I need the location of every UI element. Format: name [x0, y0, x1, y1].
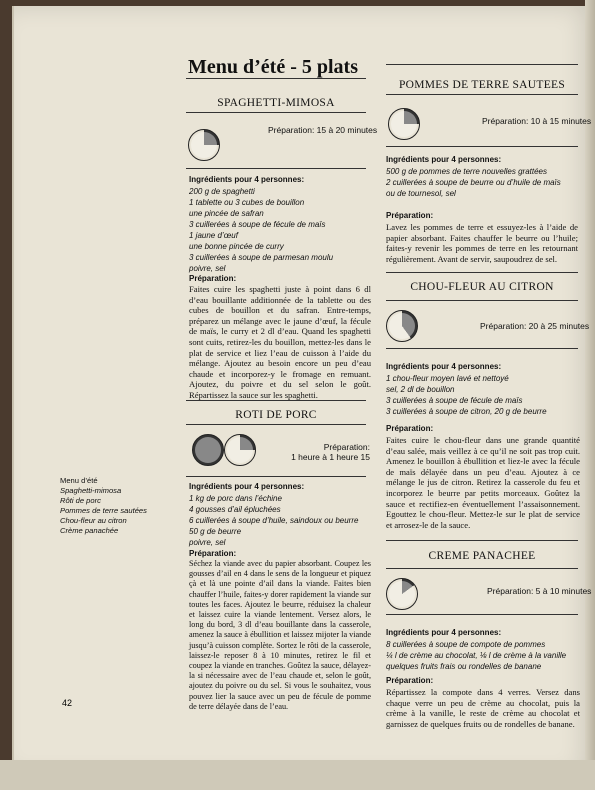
- ingredient: 4 gousses d’ail épluchées: [189, 505, 281, 514]
- page-bottom: [0, 760, 595, 790]
- recipe-rule: [186, 476, 366, 477]
- ingredient: 8 cuillerées à soupe de compote de pommes: [386, 640, 546, 649]
- ingredient: 3 cuillerées à soupe de citron, 20 g de beurre: [386, 407, 547, 416]
- ingredient: 6 cuillerées à soupe d’huile, saindoux ou beurre: [189, 516, 359, 525]
- method-heading: Préparation:: [386, 676, 434, 685]
- recipe-rule: [386, 614, 578, 615]
- ingredient: 3 cuillerées à soupe de parmesan moulu: [189, 253, 334, 262]
- ingredient: ¼ l de crème au chocolat, ⅛ l de crème à la vanille: [386, 651, 567, 660]
- sidebar-item: Rôti de porc: [60, 496, 101, 505]
- method-heading: Préparation:: [189, 549, 237, 558]
- ingredient: ou de tournesol, sel: [386, 189, 456, 198]
- sidebar-item: Chou-fleur au citron: [60, 516, 127, 525]
- recipe-rule: [386, 348, 578, 349]
- recipe-rule: [386, 300, 578, 301]
- ingredient: 3 cuillerées à soupe de fécule de maïs: [189, 220, 326, 229]
- clock-icon: [192, 434, 224, 466]
- ingredients-list: [386, 639, 581, 672]
- ingredient: 200 g de spaghetti: [189, 187, 255, 196]
- method-heading: Préparation:: [386, 424, 434, 433]
- prep-time: Préparation: 15 à 20 minutes: [268, 125, 378, 135]
- clock-icon: [386, 578, 418, 610]
- ingredient: 50 g de beurre: [189, 527, 242, 536]
- ingredient: 1 jaune d’œuf: [189, 231, 238, 240]
- ingredients-list: [386, 166, 581, 199]
- ingredient: 1 tablette ou 3 cubes de bouillon: [189, 198, 305, 207]
- prep-time: Préparation: 10 à 15 minutes: [482, 116, 592, 126]
- ingredients-list: [189, 493, 371, 548]
- ingredients-heading: Ingrédients pour 4 personnes:: [189, 175, 305, 184]
- prep-time: Préparation: 5 à 10 minutes: [487, 586, 592, 596]
- prep-duration: 1 heure à 1 heure 15: [291, 452, 370, 462]
- ingredients-heading: Ingrédients pour 4 personnes:: [386, 155, 502, 164]
- recipe-title: CHOU-FLEUR AU CITRON: [410, 281, 554, 293]
- prep-time: Préparation: 20 à 25 minutes: [480, 321, 590, 331]
- ingredient: 3 cuillerées à soupe de fécule de maïs: [386, 396, 523, 405]
- recipe-rule: [386, 568, 578, 569]
- page-title: Menu d’été - 5 plats: [188, 56, 358, 78]
- clock-icon: [224, 434, 256, 466]
- clock-icon: [386, 310, 418, 342]
- title-rule: [186, 78, 366, 79]
- recipe-rule: [186, 112, 366, 113]
- ingredient: 1 kg de porc dans l’échine: [189, 494, 282, 503]
- recipe-rule: [186, 424, 366, 425]
- prep-time: [288, 442, 370, 462]
- ingredient: 1 chou-fleur moyen lavé et nettoyé: [386, 374, 509, 383]
- clock-icon: [188, 129, 220, 161]
- method-text: Faites cuire les spaghetti juste à point dans 6 dl d’eau bouillante additionnée de la tablette ou des cubes de bouillon et du safran. Entre-temps, préparez un mélange avec le jaune d’œuf, la fécule de maïs, le curry et 2 dl d’eau. Quand les spaghetti sont cuits, retirez-les du bouillon, mettez-les dans le plat de service et liez l’eau de cuisson à l’aide du mélange. Ajoutez au besoin encore un peu d’eau chaude et incorporez-y le fromage en remuant. Ajoutez, du poivre et du sel selon le goût. Répartissez la sauce sur les spaghetti.: [189, 284, 371, 400]
- sidebar-item: Spaghetti-mimosa: [60, 486, 122, 495]
- sidebar-menu: [60, 476, 180, 536]
- ingredients-list: [189, 186, 369, 274]
- recipe-title: CREME PANACHEE: [428, 550, 536, 562]
- ingredient: quelques fruits frais ou rondelles de banane: [386, 662, 542, 671]
- clock-icon: [388, 108, 420, 140]
- sidebar-item: Pommes de terre sautées: [60, 506, 147, 515]
- recipe-rule: [386, 272, 578, 273]
- ingredient: 500 g de pommes de terre nouvelles grattées: [386, 167, 547, 176]
- ingredients-list: [386, 373, 581, 417]
- page-number: 42: [62, 698, 73, 708]
- recipe-rule: [186, 400, 366, 401]
- ingredient: 2 cuillerées à soupe de beurre ou d’huile de maïs: [386, 178, 561, 187]
- method-heading: Préparation:: [386, 211, 434, 220]
- sidebar-heading: Menu d’été: [60, 476, 98, 485]
- ingredient: une bonne pincée de curry: [189, 242, 284, 251]
- recipe-rule: [386, 540, 578, 541]
- recipe-rule: [186, 168, 366, 169]
- ingredient: une pincée de safran: [189, 209, 264, 218]
- recipe-title: ROTI DE PORC: [235, 409, 317, 421]
- ingredient: poivre, sel: [189, 264, 226, 273]
- ingredients-heading: Ingrédients pour 4 personnes:: [189, 482, 305, 491]
- method-text: Répartissez la compote dans 4 verres. Versez dans chaque verre un peu de crème au chocolat, puis la crème à la vanille, le reste de crème au chocolat et garnissez de quelques fruits ou de rondelles de banane.: [386, 687, 580, 729]
- ingredients-heading: Ingrédients pour 4 personnes:: [386, 362, 502, 371]
- ingredient: sel, 2 dl de bouillon: [386, 385, 455, 394]
- method-heading: Préparation:: [189, 274, 237, 283]
- method-text: Faites cuire le chou-fleur dans une grande quantité d’eau salée, mais veillez à ce qu’il ne soit pas trop cuit. Amenez le bouillon à ébullition et liez-le avec la fécule de maïs délayée dans un peu d’eau. Ajoutez à ce mélange le jus de citron. Retirez la casserole du feu et incorporez le beurre par petits morceaux. Goûtez la sauce et rectifiez-en éventuellement l’assaisonnement. Egouttez le chou-fleur. Mettez-le sur le plat de service et arrosez-le de la sauce.: [386, 435, 580, 530]
- recipe-title: SPAGHETTI-MIMOSA: [217, 97, 335, 109]
- method-text: Lavez les pommes de terre et essuyez-les à l’aide de papier absorbant. Faites chauffer le beurre ou l’huile; faites-y revenir les pommes de terre en les retournant régulièrement. Avant de servir, saupoudrez de sel.: [386, 222, 578, 264]
- recipe-rule: [386, 146, 578, 147]
- prep-label: Préparation:: [323, 442, 370, 452]
- sidebar-item: Crème panachée: [60, 526, 119, 535]
- recipe-rule: [386, 64, 578, 65]
- recipe-title: POMMES DE TERRE SAUTEES: [398, 79, 566, 91]
- ingredients-heading: Ingrédients pour 4 personnes:: [386, 628, 502, 637]
- ingredient: poivre, sel: [189, 538, 226, 547]
- recipe-rule: [386, 94, 578, 95]
- method-text: Séchez la viande avec du papier absorbant. Coupez les gousses d’ail en 4 dans le sens de la longueur et piquez çà et là une pointe d’ail dans la viande. Faites bien chauffer l’huile, faites-y dorer rapidement la viande sur toutes les faces. Ajoutez le beurre, réduisez la chaleur et laissez cuire la viande lentement. Versez alors, le long du bord, 3 dl d’eau bouillante dans la casserole, amenez la sauce à ébullition et laissez mijoter la viande jusqu’à cuisson complète. Sortez le rôti de la casserole, laissez-le reposer 8 à 10 minutes, retirez le fil et coupez la viande en tranches. Goûtez la sauce, délayez-la si nécessaire avec de l’eau chaude et, selon le goût, ajoutez du poivre ou du sel. Si vous le souhaitez, vous pouvez lier la sauce avec un peu de fécule de pomme de terre délayée dans de l’eau.: [189, 559, 371, 711]
